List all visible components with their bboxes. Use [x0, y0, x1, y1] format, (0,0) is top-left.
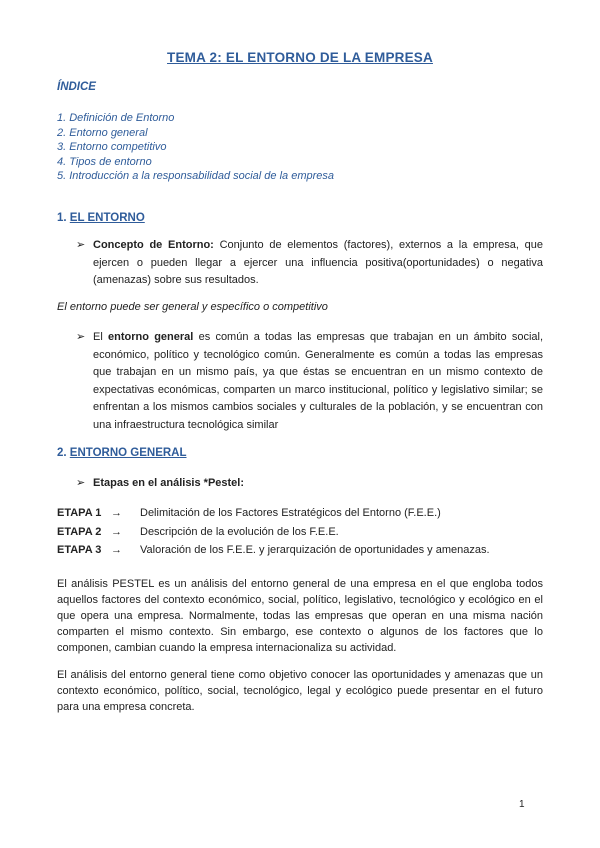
bullet-text: es común a todas las empresas que trabajan en un ámbito social, económico, político y tecnológico común. Generalmente es común a todas las empresas que trabajan en un mismo país, ya que éstas se encuentran en un mismo contexto de expectativas económicas, comparten un marco institucional, político y legislativo similar; se enfrentan a los mismos cambios sociales y culturales de la población, y se encuentran con una infraestructura tecnológica similar — [93, 331, 544, 431]
toc-item: 1. Definición de Entorno — [57, 112, 175, 124]
table-of-contents — [57, 111, 334, 184]
bold-term: Concepto de Entorno: — [93, 239, 214, 251]
page-number: 1 — [519, 799, 525, 810]
stage-row — [57, 523, 490, 542]
italic-note: El entorno puede ser general y específico o competitivo — [57, 301, 328, 313]
bullet-entorno-general — [76, 329, 543, 434]
objective-paragraph: El análisis del entorno general tiene como objetivo conocer las oportunidades y amenazas que un contexto económico, político, social, tecnológico, legal y ecológico puede presentar en el futuro para una empresa concreta. — [57, 669, 543, 713]
stage-row — [57, 541, 490, 560]
stage-row — [57, 504, 490, 523]
stages-list — [57, 504, 490, 560]
bullet-text: Conjunto de elementos (factores), externos a la empresa, que ejercen o pueden llegar a ejercer una influencia positiva(oportunidades) o negativa (amenazas) sobre sus resultados. — [93, 239, 543, 286]
arrow-bullet-icon: ➢ — [76, 477, 86, 489]
section-1-heading — [57, 212, 145, 224]
section-number: 1. — [57, 212, 67, 224]
toc-item: 3. Entorno competitivo — [57, 141, 167, 154]
section-title: EL ENTORNO — [69, 212, 145, 224]
stage-text: Descripción de la evolución de los F.E.E. — [140, 525, 339, 538]
toc-item: 2. Entorno general — [57, 126, 148, 139]
stage-text: Delimitación de los Factores Estratégicos del Entorno (F.E.E.) — [140, 507, 441, 519]
bullet-concepto — [76, 237, 543, 290]
bullet-text: Etapas en el análisis *Pestel: — [93, 477, 245, 489]
section-2-heading — [57, 447, 187, 459]
stage-label: ETAPA 1 — [57, 507, 102, 519]
pestel-paragraph: El análisis PESTEL es un análisis del entorno general de una empresa en el que engloba todos aquellos factores del contexto económico, social, político, legislativo, tecnológico y ecológico en el que opera una empresa. Normalmente, todas las empresas que operan en una misma nación comparten el mismo contexto. Sin embargo, ese contexto o algunos de los factores que lo componen, cambian cuando la empresa internacionaliza su actividad. — [57, 578, 543, 654]
stage-label: ETAPA 2 — [57, 525, 102, 538]
toc-item: 4. Tipos de entorno — [57, 155, 152, 168]
document-title: TEMA 2: EL ENTORNO DE LA EMPRESA — [167, 50, 433, 65]
section-title: ENTORNO GENERAL — [69, 447, 187, 459]
section-number: 2. — [57, 447, 67, 459]
bold-term: entorno general — [108, 331, 194, 343]
index-heading: ÍNDICE — [57, 81, 96, 93]
right-arrow-icon: → — [111, 525, 122, 538]
right-arrow-icon: → — [111, 507, 122, 519]
arrow-bullet-icon: ➢ — [76, 331, 86, 343]
bullet-etapas — [76, 475, 543, 493]
toc-item: 5. Introducción a la responsabilidad social de la empresa — [57, 170, 334, 183]
stage-text: Valoración de los F.E.E. y jerarquización de oportunidades y amenazas. — [140, 544, 490, 556]
stage-label: ETAPA 3 — [57, 544, 102, 556]
arrow-bullet-icon: ➢ — [76, 239, 86, 251]
bullet-text-pre: El — [93, 331, 109, 343]
right-arrow-icon: → — [111, 544, 122, 556]
